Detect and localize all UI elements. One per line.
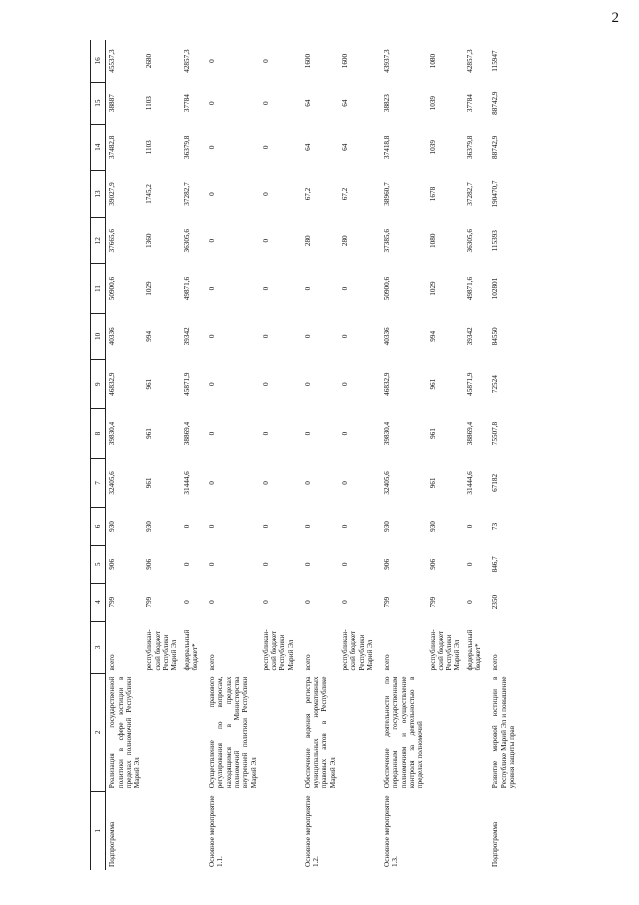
budget-table <box>90 40 523 870</box>
value-cell: 43937,3 <box>383 49 392 73</box>
column-header: 11 <box>91 264 106 313</box>
table-row <box>427 40 464 870</box>
row-type-cell: Основное мероприятие 1.2. <box>303 795 321 867</box>
value-cell: 36379,8 <box>182 135 191 159</box>
value-cell: 37282,7 <box>182 182 191 206</box>
value-cell: 0 <box>303 334 312 339</box>
value-cell: 0 <box>261 286 270 291</box>
value-cell: 961 <box>428 477 437 489</box>
value-cell: 280 <box>341 235 350 247</box>
value-cell: 72524 <box>491 375 500 394</box>
value-cell: 1360 <box>145 233 154 248</box>
row-type-cell <box>339 791 381 870</box>
value-cell: 67182 <box>491 473 500 492</box>
value-cell: 0 <box>341 382 350 386</box>
value-cell: 38823 <box>383 94 392 113</box>
value-cell: 280 <box>303 235 312 247</box>
value-cell: 2680 <box>145 53 154 69</box>
column-header: 16 <box>91 40 106 82</box>
column-header: 5 <box>91 545 106 583</box>
value-cell: 38960,7 <box>383 182 392 206</box>
value-cell: 0 <box>261 192 270 196</box>
table-row <box>464 40 490 870</box>
row-type-cell <box>143 791 180 870</box>
value-cell: 1029 <box>428 281 437 296</box>
value-cell: 0 <box>182 562 191 567</box>
row-title-cell: Обеспечение деятельности по переданным государственным полномочиям и осуществление контроля за деятельностью в пределах полномочий <box>383 676 425 789</box>
value-cell: 846,7 <box>491 556 500 573</box>
value-cell: 1029 <box>145 281 154 296</box>
value-cell: 994 <box>145 330 154 342</box>
column-header: 2 <box>91 674 106 792</box>
value-cell: 1039 <box>428 95 437 111</box>
funding-source-cell: республикан-ский бюджет Республики Марий Эл <box>145 629 179 671</box>
row-type-cell: Подпрограмма <box>108 821 117 867</box>
funding-source-cell: республикан-ский бюджет Республики Марий Эл <box>261 629 295 671</box>
value-cell: 32405,6 <box>383 471 392 495</box>
value-cell: 961 <box>428 378 437 390</box>
row-type-cell <box>181 791 207 870</box>
value-cell: 0 <box>341 600 350 604</box>
value-cell: 64 <box>303 143 312 151</box>
row-type-cell <box>260 791 302 870</box>
value-cell: 0 <box>261 59 270 63</box>
value-cell: 0 <box>208 145 217 150</box>
row-title-cell <box>260 674 302 792</box>
value-cell: 64 <box>303 99 312 107</box>
rotated-table-container <box>90 40 530 870</box>
value-cell: 1103 <box>145 96 154 111</box>
value-cell: 37784 <box>182 94 191 113</box>
row-title-cell <box>427 674 464 792</box>
value-cell: 930 <box>145 521 154 532</box>
value-cell: 42857,3 <box>182 49 191 73</box>
value-cell: 115393 <box>491 230 500 252</box>
value-cell: 37385,6 <box>383 229 392 253</box>
value-cell: 45871,9 <box>465 372 474 396</box>
value-cell: 906 <box>428 558 437 570</box>
value-cell: 50900,6 <box>108 276 117 301</box>
value-cell: 0 <box>303 600 312 604</box>
funding-source-cell: всего <box>303 654 312 671</box>
value-cell: 40336 <box>383 327 392 346</box>
table-row <box>143 40 180 870</box>
value-cell: 0 <box>208 524 217 529</box>
value-cell: 0 <box>303 382 312 386</box>
value-cell: 0 <box>261 238 270 243</box>
value-cell: 0 <box>261 524 270 529</box>
value-cell: 0 <box>261 145 270 150</box>
value-cell: 0 <box>261 562 270 567</box>
column-header: 1 <box>91 791 106 870</box>
value-cell: 67,2 <box>303 187 312 201</box>
value-cell: 961 <box>428 428 437 439</box>
table-row <box>339 40 381 870</box>
value-cell: 1039 <box>428 140 437 155</box>
table-row <box>302 40 339 870</box>
value-cell: 46832,9 <box>383 372 392 396</box>
column-header: 12 <box>91 218 106 264</box>
row-type-cell: Основное мероприятие 1.1. <box>208 795 225 867</box>
funding-source-cell: республикан-ский бюджет Республики Марий Эл <box>341 629 374 671</box>
value-cell: 0 <box>261 600 270 604</box>
column-header: 9 <box>91 359 106 408</box>
value-cell: 0 <box>341 334 350 339</box>
value-cell: 37665,6 <box>108 229 117 253</box>
value-cell: 36305,6 <box>182 229 191 253</box>
value-cell: 930 <box>383 521 392 532</box>
value-cell: 39027,9 <box>108 182 117 206</box>
column-header: 7 <box>91 458 106 507</box>
value-cell: 0 <box>208 431 217 436</box>
table-row <box>181 40 207 870</box>
row-title-cell <box>464 674 490 792</box>
value-cell: 0 <box>208 101 217 105</box>
value-cell: 1080 <box>428 233 437 248</box>
value-cell: 930 <box>108 521 117 532</box>
value-cell: 994 <box>428 330 437 342</box>
value-cell: 36305,6 <box>465 229 474 253</box>
value-cell: 190470,7 <box>491 180 500 208</box>
table-body <box>106 40 523 870</box>
row-title-cell: Обеспечение ведения регистра муниципальных нормативных правовых актов в Республике Марий Эл <box>303 676 337 789</box>
row-title-cell: Осуществление правового регулирования по вопросам, находящимся в пределах полномочий Министерства внутренней политики Республики Марий Эл <box>208 676 258 789</box>
value-cell: 0 <box>303 524 312 529</box>
value-cell: 46832,9 <box>108 372 117 396</box>
funding-source-cell: федеральный бюджет* <box>182 629 199 671</box>
value-cell: 2350 <box>491 594 500 610</box>
funding-source-cell: всего <box>208 654 217 671</box>
table-row <box>106 40 144 870</box>
column-header: 13 <box>91 170 106 217</box>
value-cell: 0 <box>465 562 474 567</box>
column-header: 4 <box>91 583 106 621</box>
value-cell: 0 <box>208 334 217 339</box>
value-cell: 67,2 <box>341 187 350 201</box>
value-cell: 0 <box>303 431 312 436</box>
value-cell: 930 <box>428 521 437 532</box>
value-cell: 73 <box>491 522 500 531</box>
funding-source-cell: всего <box>108 654 117 671</box>
value-cell: 36379,8 <box>465 135 474 159</box>
value-cell: 0 <box>303 286 312 291</box>
value-cell: 799 <box>428 596 437 608</box>
value-cell: 0 <box>208 192 217 196</box>
value-cell: 37784 <box>465 94 474 113</box>
value-cell: 0 <box>341 562 350 567</box>
value-cell: 1600 <box>341 53 350 69</box>
value-cell: 0 <box>341 286 350 291</box>
value-cell: 115947 <box>491 50 500 72</box>
value-cell: 0 <box>208 238 217 243</box>
value-cell: 0 <box>261 334 270 339</box>
value-cell: 961 <box>145 428 154 439</box>
value-cell: 88742,9 <box>491 91 500 115</box>
value-cell: 0 <box>208 562 217 567</box>
column-header: 14 <box>91 124 106 170</box>
row-title-cell: Развитие мировой юстиции в Республике Марий Эл и повышение уровня защиты прав <box>491 676 516 789</box>
column-header: 6 <box>91 508 106 546</box>
value-cell: 37282,7 <box>465 182 474 206</box>
row-type-cell: Основное мероприятие 1.3. <box>383 795 400 867</box>
value-cell: 0 <box>261 431 270 436</box>
row-type-cell <box>427 791 464 870</box>
value-cell: 0 <box>261 101 270 105</box>
table-row <box>489 40 523 870</box>
column-header: 10 <box>91 313 106 359</box>
value-cell: 961 <box>145 378 154 390</box>
value-cell: 42857,3 <box>465 49 474 73</box>
value-cell: 799 <box>145 596 154 608</box>
value-cell: 799 <box>383 596 392 608</box>
value-cell: 38869,4 <box>182 421 191 446</box>
value-cell: 102801 <box>491 277 500 300</box>
value-cell: 88742,9 <box>491 135 500 159</box>
value-cell: 0 <box>208 286 217 291</box>
value-cell: 0 <box>261 481 270 485</box>
value-cell: 45871,9 <box>182 372 191 396</box>
value-cell: 64 <box>341 99 350 107</box>
value-cell: 84550 <box>491 327 500 346</box>
value-cell: 961 <box>145 477 154 489</box>
value-cell: 37482,8 <box>108 135 117 159</box>
value-cell: 38869,4 <box>465 421 474 446</box>
value-cell: 0 <box>208 481 217 485</box>
value-cell: 0 <box>341 481 350 485</box>
value-cell: 0 <box>182 600 191 604</box>
value-cell: 37418,8 <box>383 135 392 159</box>
value-cell: 64 <box>341 143 350 151</box>
value-cell: 49871,6 <box>182 276 191 301</box>
row-title-cell <box>143 674 180 792</box>
value-cell: 49871,6 <box>465 276 474 301</box>
row-title-cell <box>181 674 207 792</box>
value-cell: 0 <box>303 481 312 485</box>
value-cell: 31444,6 <box>182 471 191 495</box>
value-cell: 0 <box>465 524 474 529</box>
row-title-cell: Реализация государственной политики в сфере юстиции в пределах полномочий Республики Марий Эл <box>108 676 142 789</box>
value-cell: 1080 <box>428 53 437 69</box>
value-cell: 39830,4 <box>383 421 392 446</box>
column-header: 15 <box>91 82 106 124</box>
value-cell: 0 <box>341 431 350 436</box>
page-number: 2 <box>611 10 619 26</box>
table-row <box>381 40 426 870</box>
table-row <box>206 40 260 870</box>
value-cell: 45537,3 <box>108 49 117 73</box>
value-cell: 1678 <box>428 186 437 202</box>
row-type-cell: Подпрограмма <box>491 821 500 867</box>
value-cell: 39342 <box>465 327 474 346</box>
value-cell: 39830,4 <box>108 421 117 446</box>
funding-source-cell: всего <box>383 654 392 671</box>
value-cell: 0 <box>208 59 217 63</box>
value-cell: 906 <box>383 558 392 570</box>
funding-source-cell: федеральный бюджет* <box>465 629 482 671</box>
funding-source-cell: республикан-ский бюджет Республики Марий Эл <box>428 629 462 671</box>
table-row <box>260 40 302 870</box>
value-cell: 1745,2 <box>145 184 154 204</box>
value-cell: 0 <box>465 600 474 604</box>
value-cell: 906 <box>108 558 117 570</box>
value-cell: 906 <box>145 558 154 570</box>
value-cell: 75507,8 <box>491 421 500 446</box>
value-cell: 0 <box>208 382 217 386</box>
value-cell: 0 <box>303 562 312 567</box>
value-cell: 39342 <box>182 327 191 346</box>
value-cell: 50900,6 <box>383 276 392 301</box>
value-cell: 0 <box>208 600 217 604</box>
row-title-cell <box>339 674 381 792</box>
value-cell: 38887 <box>108 94 117 113</box>
column-header: 3 <box>91 621 106 674</box>
header-row <box>91 40 106 870</box>
value-cell: 799 <box>108 596 117 608</box>
value-cell: 32405,6 <box>108 471 117 495</box>
value-cell: 31444,6 <box>465 471 474 495</box>
value-cell: 1600 <box>303 53 312 69</box>
value-cell: 0 <box>341 524 350 529</box>
row-type-cell <box>464 791 490 870</box>
funding-source-cell: всего <box>491 654 500 671</box>
value-cell: 0 <box>182 524 191 529</box>
value-cell: 40336 <box>108 327 117 346</box>
column-header: 8 <box>91 409 106 458</box>
value-cell: 1103 <box>145 140 154 155</box>
value-cell: 0 <box>261 382 270 386</box>
